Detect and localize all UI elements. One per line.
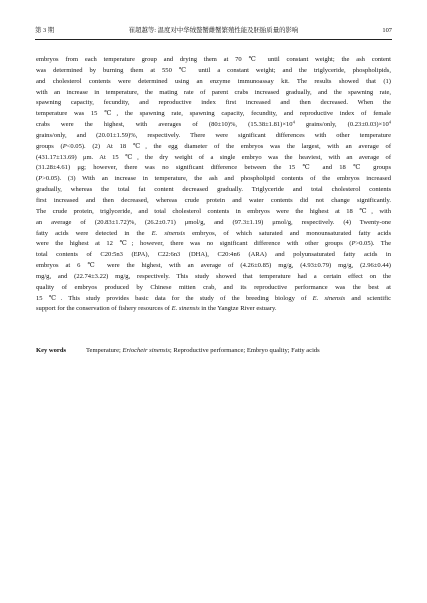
keywords-label: Key words — [36, 347, 67, 354]
abstract-line: fatty acids were detected in the E. sinensis embryos, of which saturated and monounsaturated fatty acids — [36, 229, 392, 237]
abstract-line: crabs were the highest, with averages of (80±10)%, $(15.38\pm 1.81)\times 10^4$ grains/only, $(0.23\pm 0.03)\times 10^4$ — [36, 119, 391, 129]
abstract-line: an average of (20.83±1.72)%, (26.2±0.71) μmol/g, and (97.3±1.19) μmol/g, respectively. (4) Twenty-one — [36, 218, 391, 226]
abstract-line: groups (P<0.05). (2) At 18 ℃, the egg diameter of the embryos was the largest, with an average of — [36, 142, 391, 150]
abstract-line: (31.28±4.61) μg; however, there was no significant difference between the 15 ℃ and 18 ℃ groups — [36, 164, 391, 172]
abstract-body — [36, 55, 391, 315]
abstract-line: 15 ℃. This study provides basic data for the study of the breeding biology of E. sinensis and scientific — [36, 294, 391, 302]
abstract-line: embryos at 6 ℃ were the highest, with an average of (4.26±0.85) mg/g, (4.93±0.79) mg/g, (2.96±0.44) — [36, 262, 391, 270]
keywords-line — [36, 346, 391, 356]
abstract-line: quality of embryos produced by Chinese mitten crab, and its reproductive performance was the best at — [36, 283, 391, 291]
abstract-line: spawning capacity, fecundity, and reproductive index first increased and then decreased. When the — [36, 99, 391, 107]
abstract-line: temperature was 15 ℃, the spawning rate, spawning capacity, fecundity, and reproductive index of female — [36, 110, 391, 118]
abstract-line: grains/only, and (20.01±1.59)%, respectively. There were significant differences with other temperature — [36, 131, 391, 139]
issue-number: 第 3 期 — [35, 27, 55, 34]
running-header — [35, 24, 392, 38]
abstract-line: were the highest at 12 ℃; however, there was no significant difference with other groups (P>0.05). The — [36, 240, 391, 248]
abstract-line: mg/g, and (22.74±3.22) mg/g, respectively. This study showed that temperature had a certain effect on the — [36, 272, 391, 280]
abstract-line: embryos from each temperature group and drying them at 70 ℃ until constant weight; the ash content — [36, 56, 391, 63]
abstract-line: first increased and then decreased, whereas crude protein and water contents did not change significantly. — [36, 196, 391, 204]
abstract-line: gradually, whereas the total fat content decreased gradually. Triglyceride and total cholesterol contents — [36, 186, 391, 194]
abstract-line: support for the conservation of fishery resources of E. sinensis in the Yangtze River estuary. — [36, 305, 277, 313]
abstract-line: total contents of C20:5n3 (EPA), C22:6n3 (DHA), C20:4n6 (ARA) and polyunsaturated fatty acids in — [36, 251, 391, 259]
abstract-line: with an increase in temperature, the mating rate of parent crabs increased gradually, and the spawning rate, — [36, 88, 391, 96]
abstract-line: (431.17±13.69) μm. At 15 ℃, the dry weight of a single embryo was the heaviest, with an average of — [36, 153, 391, 161]
abstract-line: (P>0.05). (3) With an increase in temperature, the ash and phospholipid contents of the embryos increased — [36, 175, 391, 183]
header-rule — [35, 39, 392, 40]
keywords-text: Temperature; Eriocheir sinensis; Reproductive performance; Embryo quality; Fatty acids — [86, 347, 320, 354]
page-number: 107 — [382, 27, 392, 34]
abstract-line: and cholesterol contents were determined using an enzyme immunoassay kit. The results showed that (1) — [36, 77, 391, 85]
running-title: 崔超越等: 温度对中华绒螯蟹雌蟹繁殖性能及胚胎质量的影响 — [128, 27, 299, 34]
abstract-line: was determined by burning them at 550 ℃ until a constant weight; and the triglyceride, phospholipids, — [36, 66, 391, 74]
abstract-line: The crude protein, triglyceride, and total cholesterol contents in embryos were the highest at 18 ℃, with — [36, 207, 391, 215]
